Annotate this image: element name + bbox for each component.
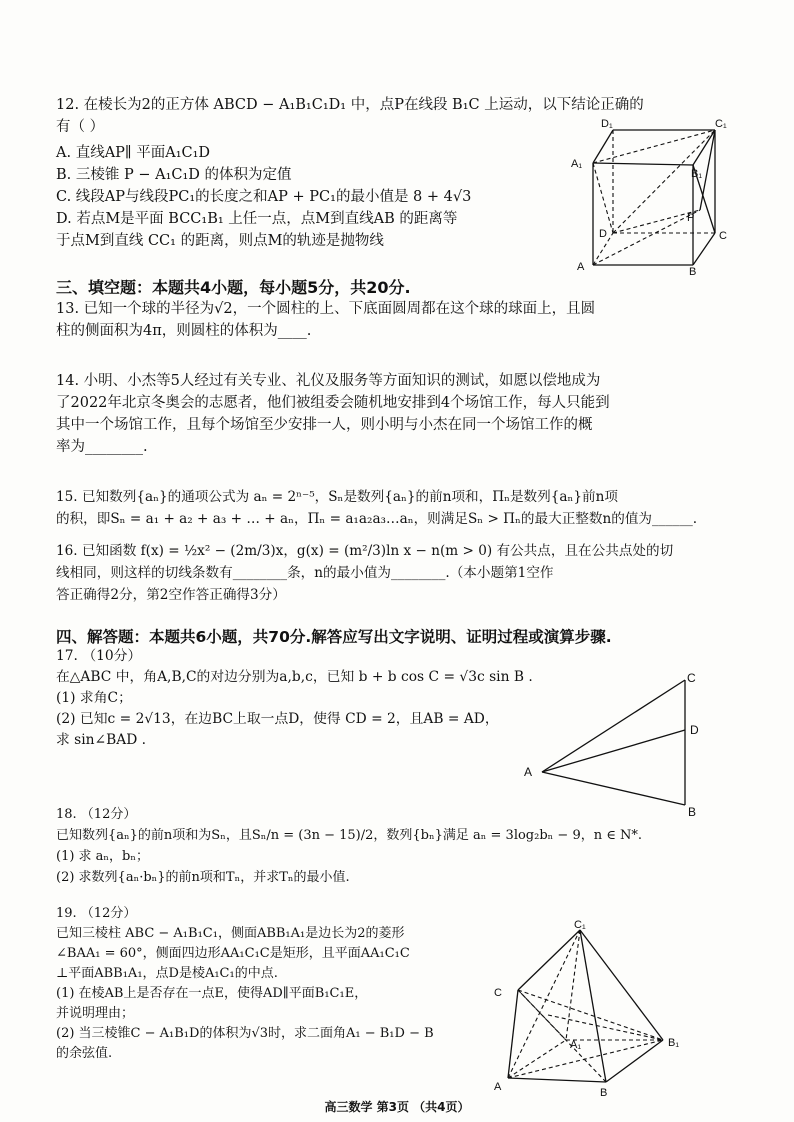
page-footer: 高三数学 第3页 （共4页） [324,1100,470,1114]
question-18-line-3: (2) 求数列{aₙ·bₙ}的前n项和Tₙ，并求Tₙ的最小值. [56,870,350,885]
question-17-line-3: (2) 已知c = 2√13，在边BC上取一点D，使得 CD = 2，且AB = AD， [56,711,499,727]
question-18 [56,804,642,888]
prism-figure [488,920,698,1100]
section-4-title: 四、解答题：本题共6小题，共70分.解答应写出文字说明、证明过程或演算步骤. [56,628,612,646]
question-15-line-2: 的积，即Sₙ = a₁ + a₂ + a₃ + … + aₙ，Πₙ = a₁a₂a₃…aₙ，则满足Sₙ > Πₙ的最大正整数n的值为______. [56,511,698,527]
question-19-line-1: 已知三棱柱 ABC − A₁B₁C₁，侧面ABB₁A₁是边长为2的菱形 [56,926,405,941]
option-d-cont: 于点M到直线 CC₁ 的距离，则点M的轨迹是抛物线 [56,233,384,249]
question-18-line-1: 已知数列{aₙ}的前n项和为Sₙ，且Sₙ/n = (3n − 15)/2，数列{bₙ}满足 aₙ = 3log₂bₙ − 9，n ∈ N*. [56,828,642,843]
question-16-line-1: 16. 已知函数 f(x) = ½x² − (2m/3)x，g(x) = (m²/3)ln x − n(m > 0) 有公共点，且在公共点处的切 [56,543,674,559]
label-c: C [687,671,696,685]
question-14-line-3: 其中一个场馆工作，且每个场馆至少安排一人，则小明与小杰在同一个场馆工作的概 [56,417,593,433]
option-a: A. 直线AP∥ 平面A₁C₁D [56,145,211,161]
label-a: A [524,765,533,779]
section-3-title: 三、填空题：本题共4小题，每小题5分，共20分. [56,278,411,297]
cube-figure [565,115,745,280]
label-b: B [689,266,697,278]
question-13-line-2: 柱的侧面积为4π，则圆柱的体积为____. [56,323,312,339]
question-19 [56,904,434,1064]
question-16 [56,540,673,606]
label-d: D [690,723,699,737]
question-19-line-4: (1) 在棱AB上是否存在一点E，使得AD∥平面B₁C₁E， [56,986,368,1001]
question-19-head: 19. （12分） [56,906,137,921]
label-b1: B₁ [668,1037,680,1049]
label-a1: A₁ [571,158,583,170]
label-p: P [687,212,695,224]
question-16-line-2: 线相同，则这样的切线条数有________条，n的最小值为________.（本小题第1空作 [56,565,554,581]
label-b1: B₁ [691,168,703,180]
question-19-line-6: (2) 当三棱锥C − A₁B₁D的体积为√3时，求二面角A₁ − B₁D − B [56,1026,434,1041]
label-c: C [719,230,727,242]
question-17-line-4: 求 sin∠BAD . [56,732,147,748]
question-14-line-4: 率为________. [56,439,148,455]
question-18-head: 18. （12分） [56,807,137,822]
question-13-line-1: 13. 已知一个球的半径为√2，一个圆柱的上、下底面圆周都在这个球的球面上，且圆 [56,301,596,317]
label-c1: C₁ [715,118,727,130]
label-a1: A₁ [570,1039,582,1051]
question-14-line-2: 了2022年北京冬奥会的志愿者，他们被组委会随机地安排到4个场馆工作，每人只能到 [56,395,610,411]
question-19-line-3: ⊥平面ABB₁A₁，点D是棱A₁C₁的中点. [56,966,278,981]
question-16-line-3: 答正确得2分，第2空作答正确得3分） [56,587,286,603]
triangle-figure [520,670,720,820]
option-d: D. 若点M是平面 BCC₁B₁ 上任一点，点M到直线AB 的距离等 [56,211,458,227]
label-a: A [494,1081,502,1093]
question-17-head: 17. （10分） [56,648,142,664]
question-18-line-2: (1) 求 aₙ，bₙ； [56,849,149,864]
question-13 [56,298,595,342]
question-19-line-7: 的余弦值. [56,1046,113,1061]
question-15-line-1: 15. 已知数列{aₙ}的通项公式为 aₙ = 2ⁿ⁻⁵，Sₙ是数列{aₙ}的前n项和，Πₙ是数列{aₙ}前n项 [56,489,618,505]
question-17 [56,646,533,751]
question-14-line-1: 14. 小明、小杰等5人经过有关专业、礼仪及服务等方面知识的测试，如愿以偿地成为 [56,373,601,389]
label-a: A [577,261,585,273]
question-19-line-2: ∠BAA₁ = 60°，侧面四边形AA₁C₁C是矩形，且平面AA₁C₁C [56,946,410,961]
label-c: C [494,987,502,999]
label-c1: C₁ [574,920,586,931]
question-17-line-1: 在△ABC 中，角A,B,C的对边分别为a,b,c，已知 b + b cos C = √3c sin B . [56,669,533,685]
question-15 [56,486,697,530]
label-d1: D₁ [601,118,613,130]
label-d: D [599,228,607,240]
label-b: B [688,805,697,819]
question-19-line-5: 并说明理由； [56,1006,135,1021]
question-14 [56,370,610,458]
option-b: B. 三棱锥 P − A₁C₁D 的体积为定值 [56,167,292,183]
question-17-line-2: (1) 求角C； [56,690,132,706]
question-12-stem: 12. 在棱长为2的正方体 ABCD − A₁B₁C₁D₁ 中，点P在线段 B₁C 上运动，以下结论正确的 [56,97,644,113]
question-12-stem-cont: 有（ ） [56,119,105,135]
option-c: C. 线段AP与线段PC₁的长度之和AP + PC₁的最小值是 8 + 4√3 [56,189,472,205]
label-b: B [600,1087,608,1099]
